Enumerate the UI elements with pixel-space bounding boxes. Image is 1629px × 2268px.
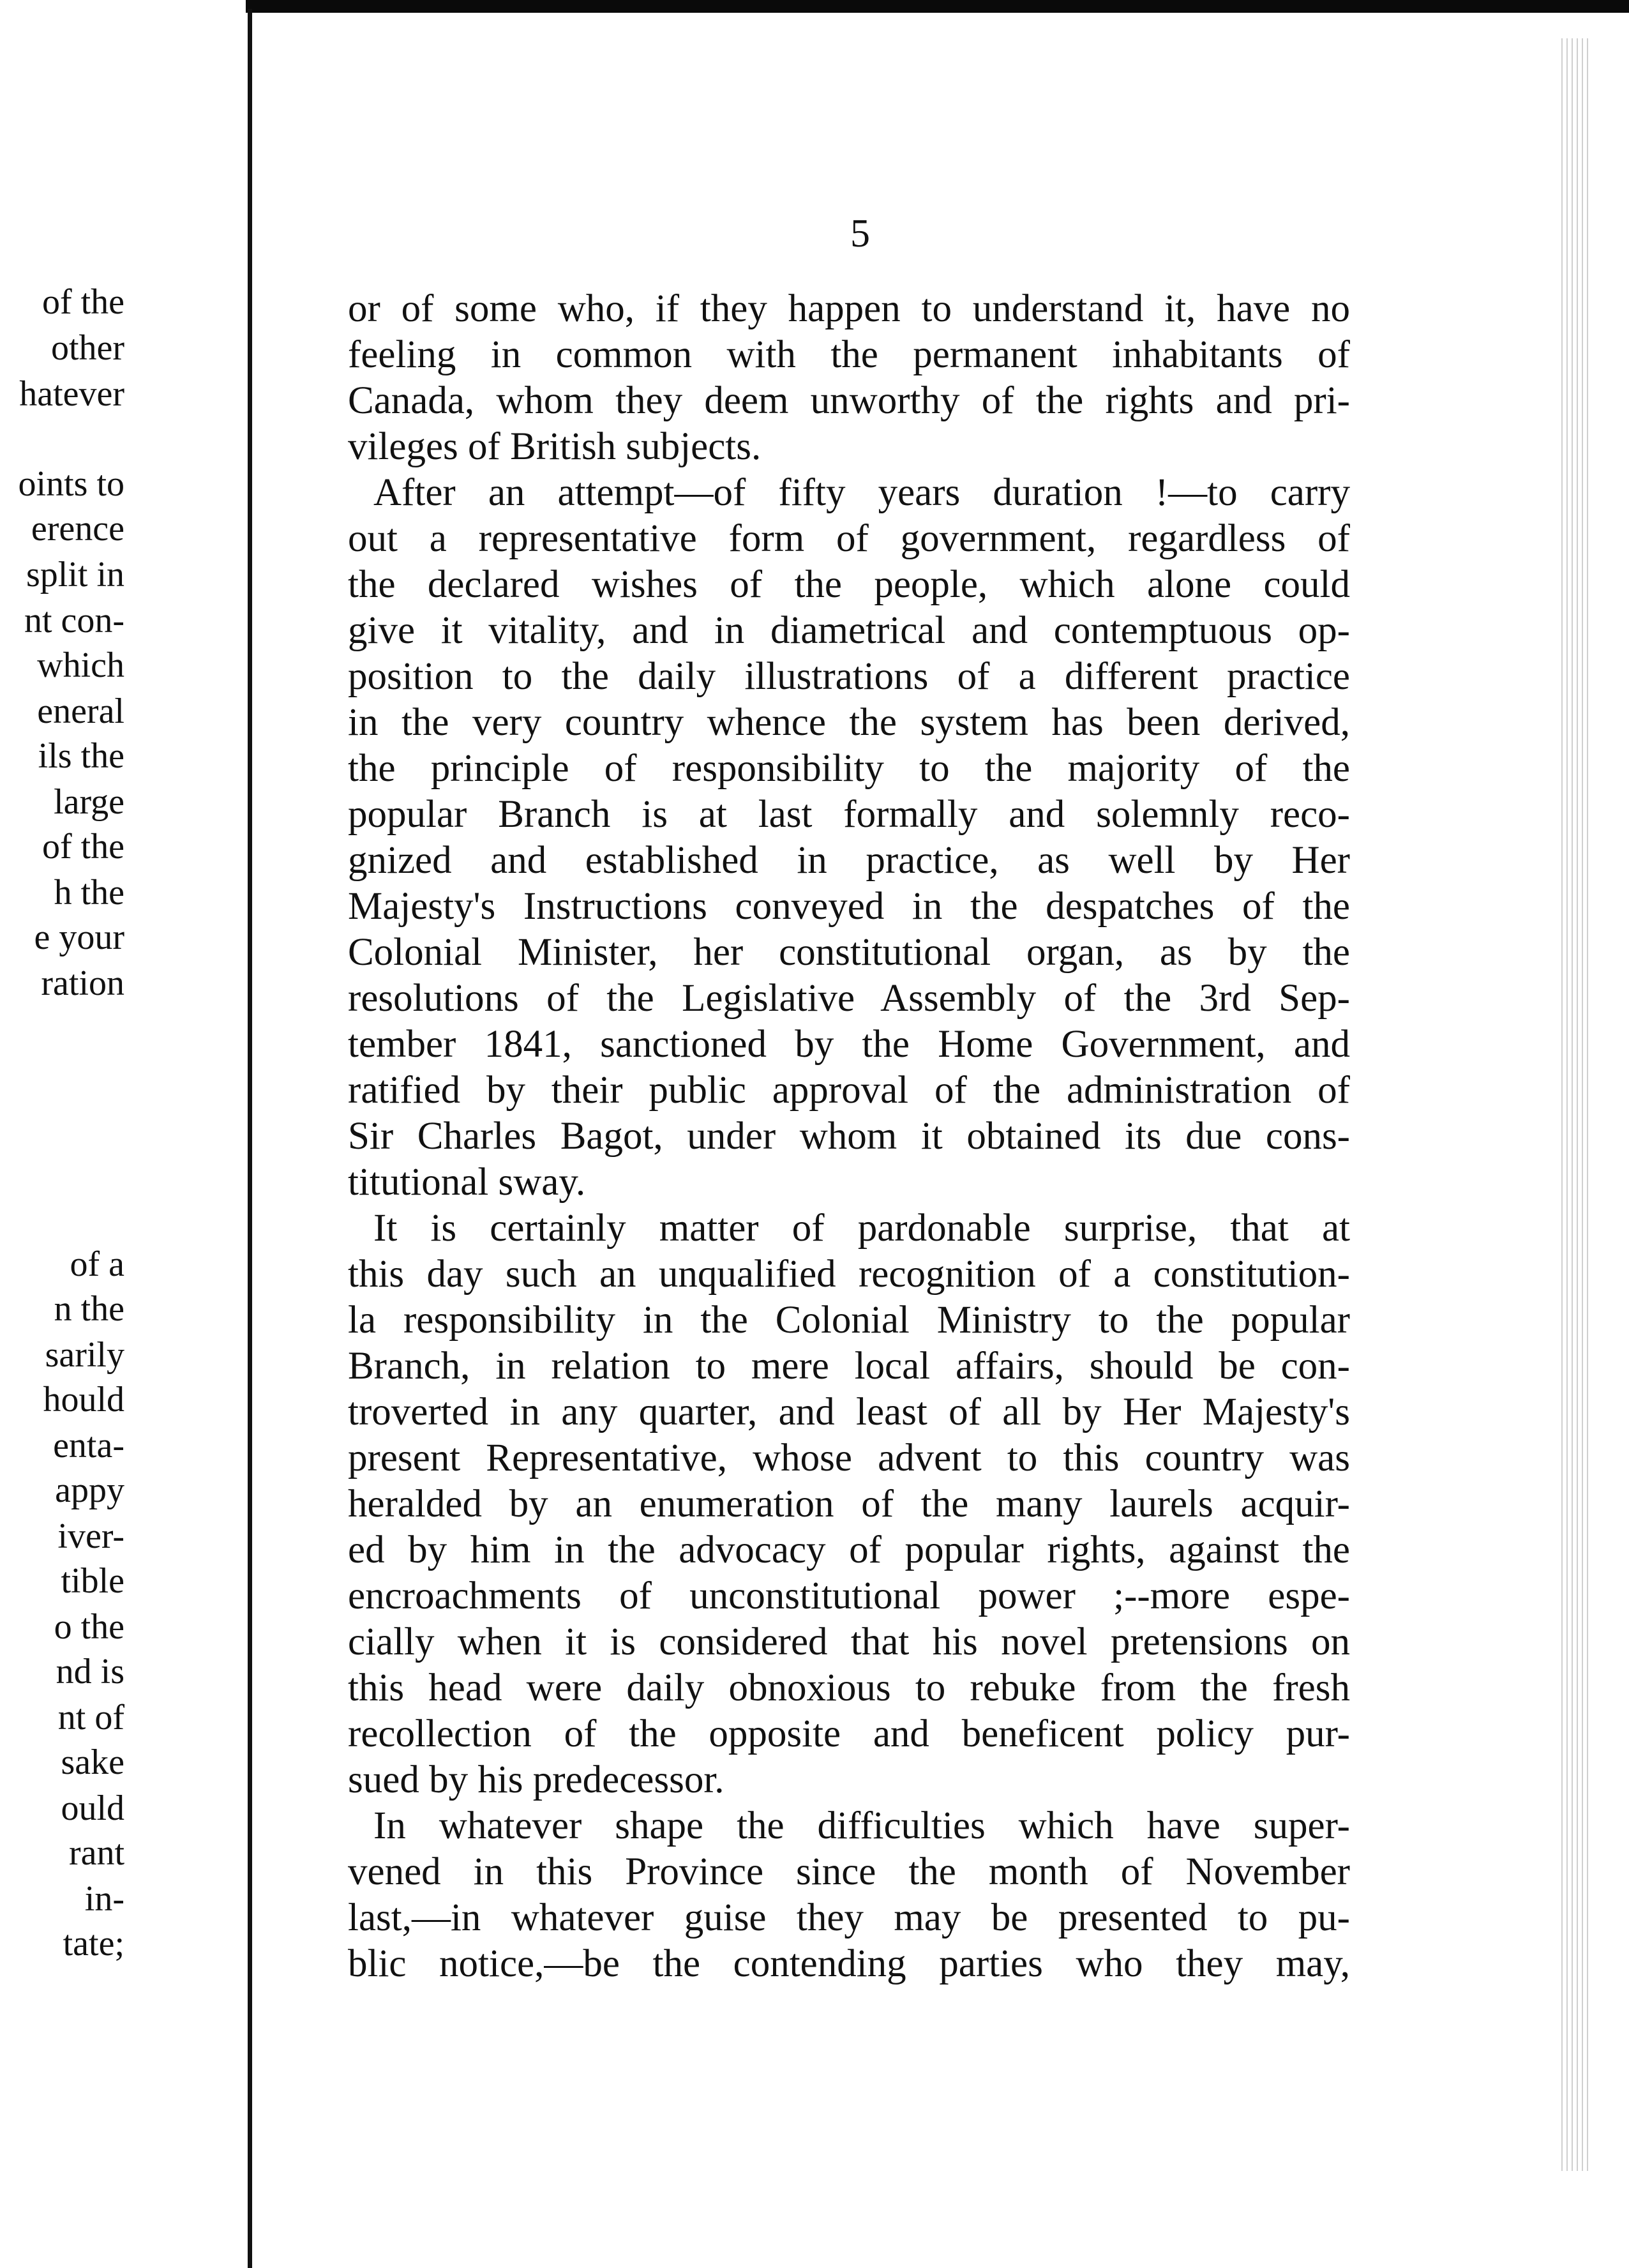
left-fragment-line: oints to xyxy=(18,464,124,504)
left-fragment-line: e your xyxy=(34,918,124,957)
facing-page-left xyxy=(0,0,246,2268)
text-line: troverted in any quarter, and least of all by Her Majesty's xyxy=(348,1391,1350,1433)
left-fragment-line: o the xyxy=(54,1607,124,1647)
left-fragment-line: appy xyxy=(55,1470,124,1510)
text-line: sued by his predecessor. xyxy=(348,1758,724,1801)
text-line: give it vitality, and in diametrical and contemptuous op- xyxy=(348,609,1350,652)
paragraph-first-line: It is certainly matter of pardonable surprise, that at xyxy=(373,1207,1350,1250)
paragraph-first-line: In whatever shape the difficulties which have super- xyxy=(373,1804,1350,1847)
text-line: ratified by their public approval of the administration of xyxy=(348,1069,1350,1112)
text-line: Canada, whom they deem unworthy of the rights and pri- xyxy=(348,379,1350,422)
left-fragment-line: of the xyxy=(41,827,124,866)
left-fragment-line: split in xyxy=(26,555,124,594)
left-page-text-fragments xyxy=(0,0,246,2268)
page-edge-right xyxy=(1591,26,1629,2268)
left-fragment-line: n the xyxy=(54,1289,124,1329)
text-line: this day such an unqualified recognition of a constitution- xyxy=(348,1253,1350,1296)
text-line: Sir Charles Bagot, under whom it obtained its due cons- xyxy=(348,1115,1350,1158)
book-gutter xyxy=(248,9,252,2268)
text-line: Branch, in relation to mere local affairs, should be con- xyxy=(348,1345,1350,1387)
left-fragment-line: iver- xyxy=(57,1516,124,1556)
left-fragment-line: h the xyxy=(54,873,124,912)
text-line: feeling in common with the permanent inhabitants of xyxy=(348,333,1350,376)
text-line: resolutions of the Legislative Assembly of the 3rd Sep- xyxy=(348,977,1350,1020)
left-fragment-line: other xyxy=(50,328,124,368)
left-fragment-line: hould xyxy=(43,1380,124,1419)
text-line: this head were daily obnoxious to rebuke from the fresh xyxy=(348,1667,1350,1709)
text-line: titutional sway. xyxy=(348,1161,586,1204)
text-line: the declared wishes of the people, which alone could xyxy=(348,563,1350,606)
text-line: Colonial Minister, her constitutional organ, as by the xyxy=(348,931,1350,974)
left-fragment-line: rant xyxy=(68,1833,124,1873)
text-line: Majesty's Instructions conveyed in the despatches of the xyxy=(348,885,1350,928)
left-fragment-line: enta- xyxy=(53,1426,124,1465)
text-line: cially when it is considered that his novel pretensions on xyxy=(348,1621,1350,1663)
left-fragment-line: nt con- xyxy=(24,601,124,640)
left-fragment-line: sake xyxy=(61,1743,124,1782)
text-line: tember 1841, sanctioned by the Home Government, and xyxy=(348,1023,1350,1066)
text-line: out a representative form of government, regardless of xyxy=(348,517,1350,560)
page-body-text xyxy=(348,286,1350,1987)
text-line: la responsibility in the Colonial Ministry to the popular xyxy=(348,1299,1350,1342)
text-line: last,—in whatever guise they may be presented to pu- xyxy=(348,1896,1350,1939)
left-fragment-line: nt of xyxy=(57,1698,124,1737)
text-line: recollection of the opposite and beneficent policy pur- xyxy=(348,1712,1350,1755)
left-fragment-line: which xyxy=(37,646,124,685)
left-fragment-line: ould xyxy=(61,1788,124,1828)
text-line: or of some who, if they happen to understand it, have no xyxy=(348,287,1350,330)
left-fragment-line: hatever xyxy=(19,374,124,414)
text-line: blic notice,—be the contending parties who they may, xyxy=(348,1942,1350,1985)
text-line: ed by him in the advocacy of popular rights, against the xyxy=(348,1529,1350,1571)
text-line: encroachments of unconstitutional power ;--more espe- xyxy=(348,1575,1350,1617)
left-fragment-line: sarily xyxy=(45,1335,124,1375)
left-fragment-line: of a xyxy=(70,1244,124,1284)
left-fragment-line: tate; xyxy=(63,1924,124,1963)
page-number: 5 xyxy=(850,212,870,255)
left-fragment-line: in- xyxy=(84,1879,124,1919)
left-fragment-line: nd is xyxy=(56,1652,124,1691)
left-fragment-line: of the xyxy=(41,282,124,322)
text-line: position to the daily illustrations of a different practice xyxy=(348,655,1350,698)
left-fragment-line: erence xyxy=(31,509,124,548)
left-fragment-line: large xyxy=(54,782,124,822)
text-line: vileges of British subjects. xyxy=(348,425,762,468)
text-line: heralded by an enumeration of the many laurels acquir- xyxy=(348,1483,1350,1525)
text-line: in the very country whence the system has been derived, xyxy=(348,701,1350,744)
text-line: vened in this Province since the month of November xyxy=(348,1850,1350,1893)
left-fragment-line: ils the xyxy=(38,736,124,776)
page-stack-edge xyxy=(1558,38,1589,2171)
text-line: the principle of responsibility to the majority of the xyxy=(348,747,1350,790)
left-fragment-line: tible xyxy=(61,1561,124,1601)
text-line: gnized and established in practice, as well by Her xyxy=(348,839,1350,882)
left-fragment-line: eneral xyxy=(37,692,124,731)
text-line: present Representative, whose advent to this country was xyxy=(348,1437,1350,1479)
paragraph-first-line: After an attempt—of fifty years duration !—to carry xyxy=(373,471,1350,514)
text-line: popular Branch is at last formally and solemnly reco- xyxy=(348,793,1350,836)
left-fragment-line: ration xyxy=(41,964,124,1003)
